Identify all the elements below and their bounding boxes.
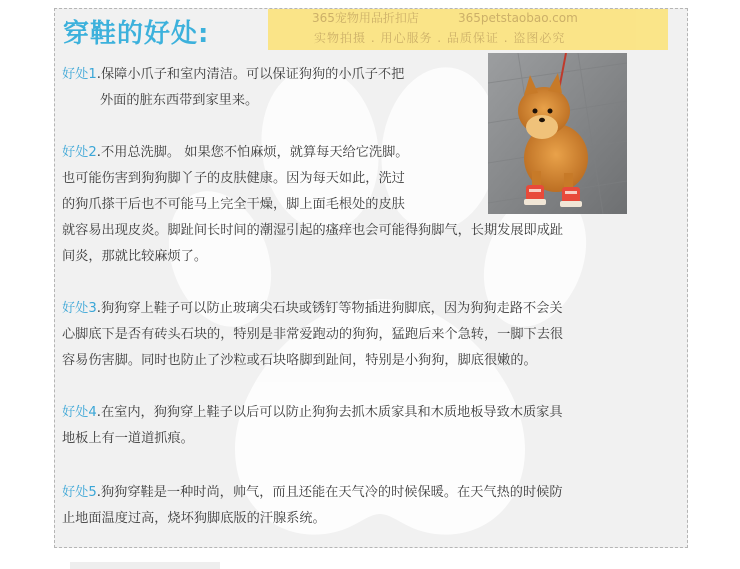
benefit-text: 心脚底下是否有砖头石块的，特别是非常爱跑动的狗狗，猛跑后来个急转，一脚下去很 (62, 327, 564, 342)
benefit-2 (62, 140, 563, 270)
benefit-label: 好处5 (62, 485, 97, 500)
benefit-label: 好处4 (62, 405, 97, 420)
benefits-card (54, 8, 688, 548)
page-title: 穿鞋的好处: (63, 19, 210, 49)
benefit-text: 容易伤害脚。同时也防止了沙粒或石块咯脚到趾间，特别是小狗狗，脚底很嫩的。 (62, 353, 537, 368)
shop-slogan: 实物拍摄 . 用心服务 . 品质保证 . 盗图必究 (314, 31, 566, 45)
benefit-text: 就容易出现皮炎。脚趾间长时间的潮湿引起的瘙痒也会可能得狗脚气，长期发展即成趾 (62, 223, 564, 238)
benefit-text: 外面的脏东西带到家里来。 (100, 93, 259, 108)
shop-watermark-banner (268, 8, 668, 50)
benefit-text: .狗狗穿上鞋子可以防止玻璃尖石块或锈钉等物插进狗脚底，因为狗狗走路不会关 (96, 301, 563, 316)
benefit-label: 好处1 (62, 67, 97, 82)
benefit-4 (62, 400, 563, 452)
shop-name: 365宠物用品折扣店 (312, 11, 419, 25)
benefit-text: 地板上有一道道抓痕。 (62, 431, 194, 446)
benefit-text: .狗狗穿鞋是一种时尚，帅气，而且还能在天气冷的时候保暖。在天气热的时候防 (96, 485, 563, 500)
benefit-text: 止地面温度过高，烧坏狗脚底版的汗腺系统。 (62, 511, 326, 526)
benefit-text: 间炎，那就比较麻烦了。 (62, 249, 208, 264)
benefit-3 (62, 296, 563, 374)
benefit-5 (62, 480, 563, 532)
benefit-label: 好处3 (62, 301, 97, 316)
benefit-text: 也可能伤害到狗狗脚丫子的皮肤健康。因为每天如此，洗过 (62, 171, 405, 186)
benefit-text: .不用总洗脚。 如果您不怕麻烦，就算每天给它洗脚。 (96, 145, 409, 160)
shop-url: 365petstaobao.com (458, 11, 578, 25)
benefit-text: .保障小爪子和室内清洁。可以保证狗狗的小爪子不把 (96, 67, 405, 82)
bottom-divider (70, 562, 220, 569)
benefit-label: 好处2 (62, 145, 97, 160)
benefit-text: .在室内，狗狗穿上鞋子以后可以防止狗狗去抓木质家具和木质地板导致木质家具 (96, 405, 563, 420)
benefit-text: 的狗爪搽干后也不可能马上完全干燥，脚上面毛根处的皮肤 (62, 197, 405, 212)
benefit-1 (62, 62, 404, 114)
